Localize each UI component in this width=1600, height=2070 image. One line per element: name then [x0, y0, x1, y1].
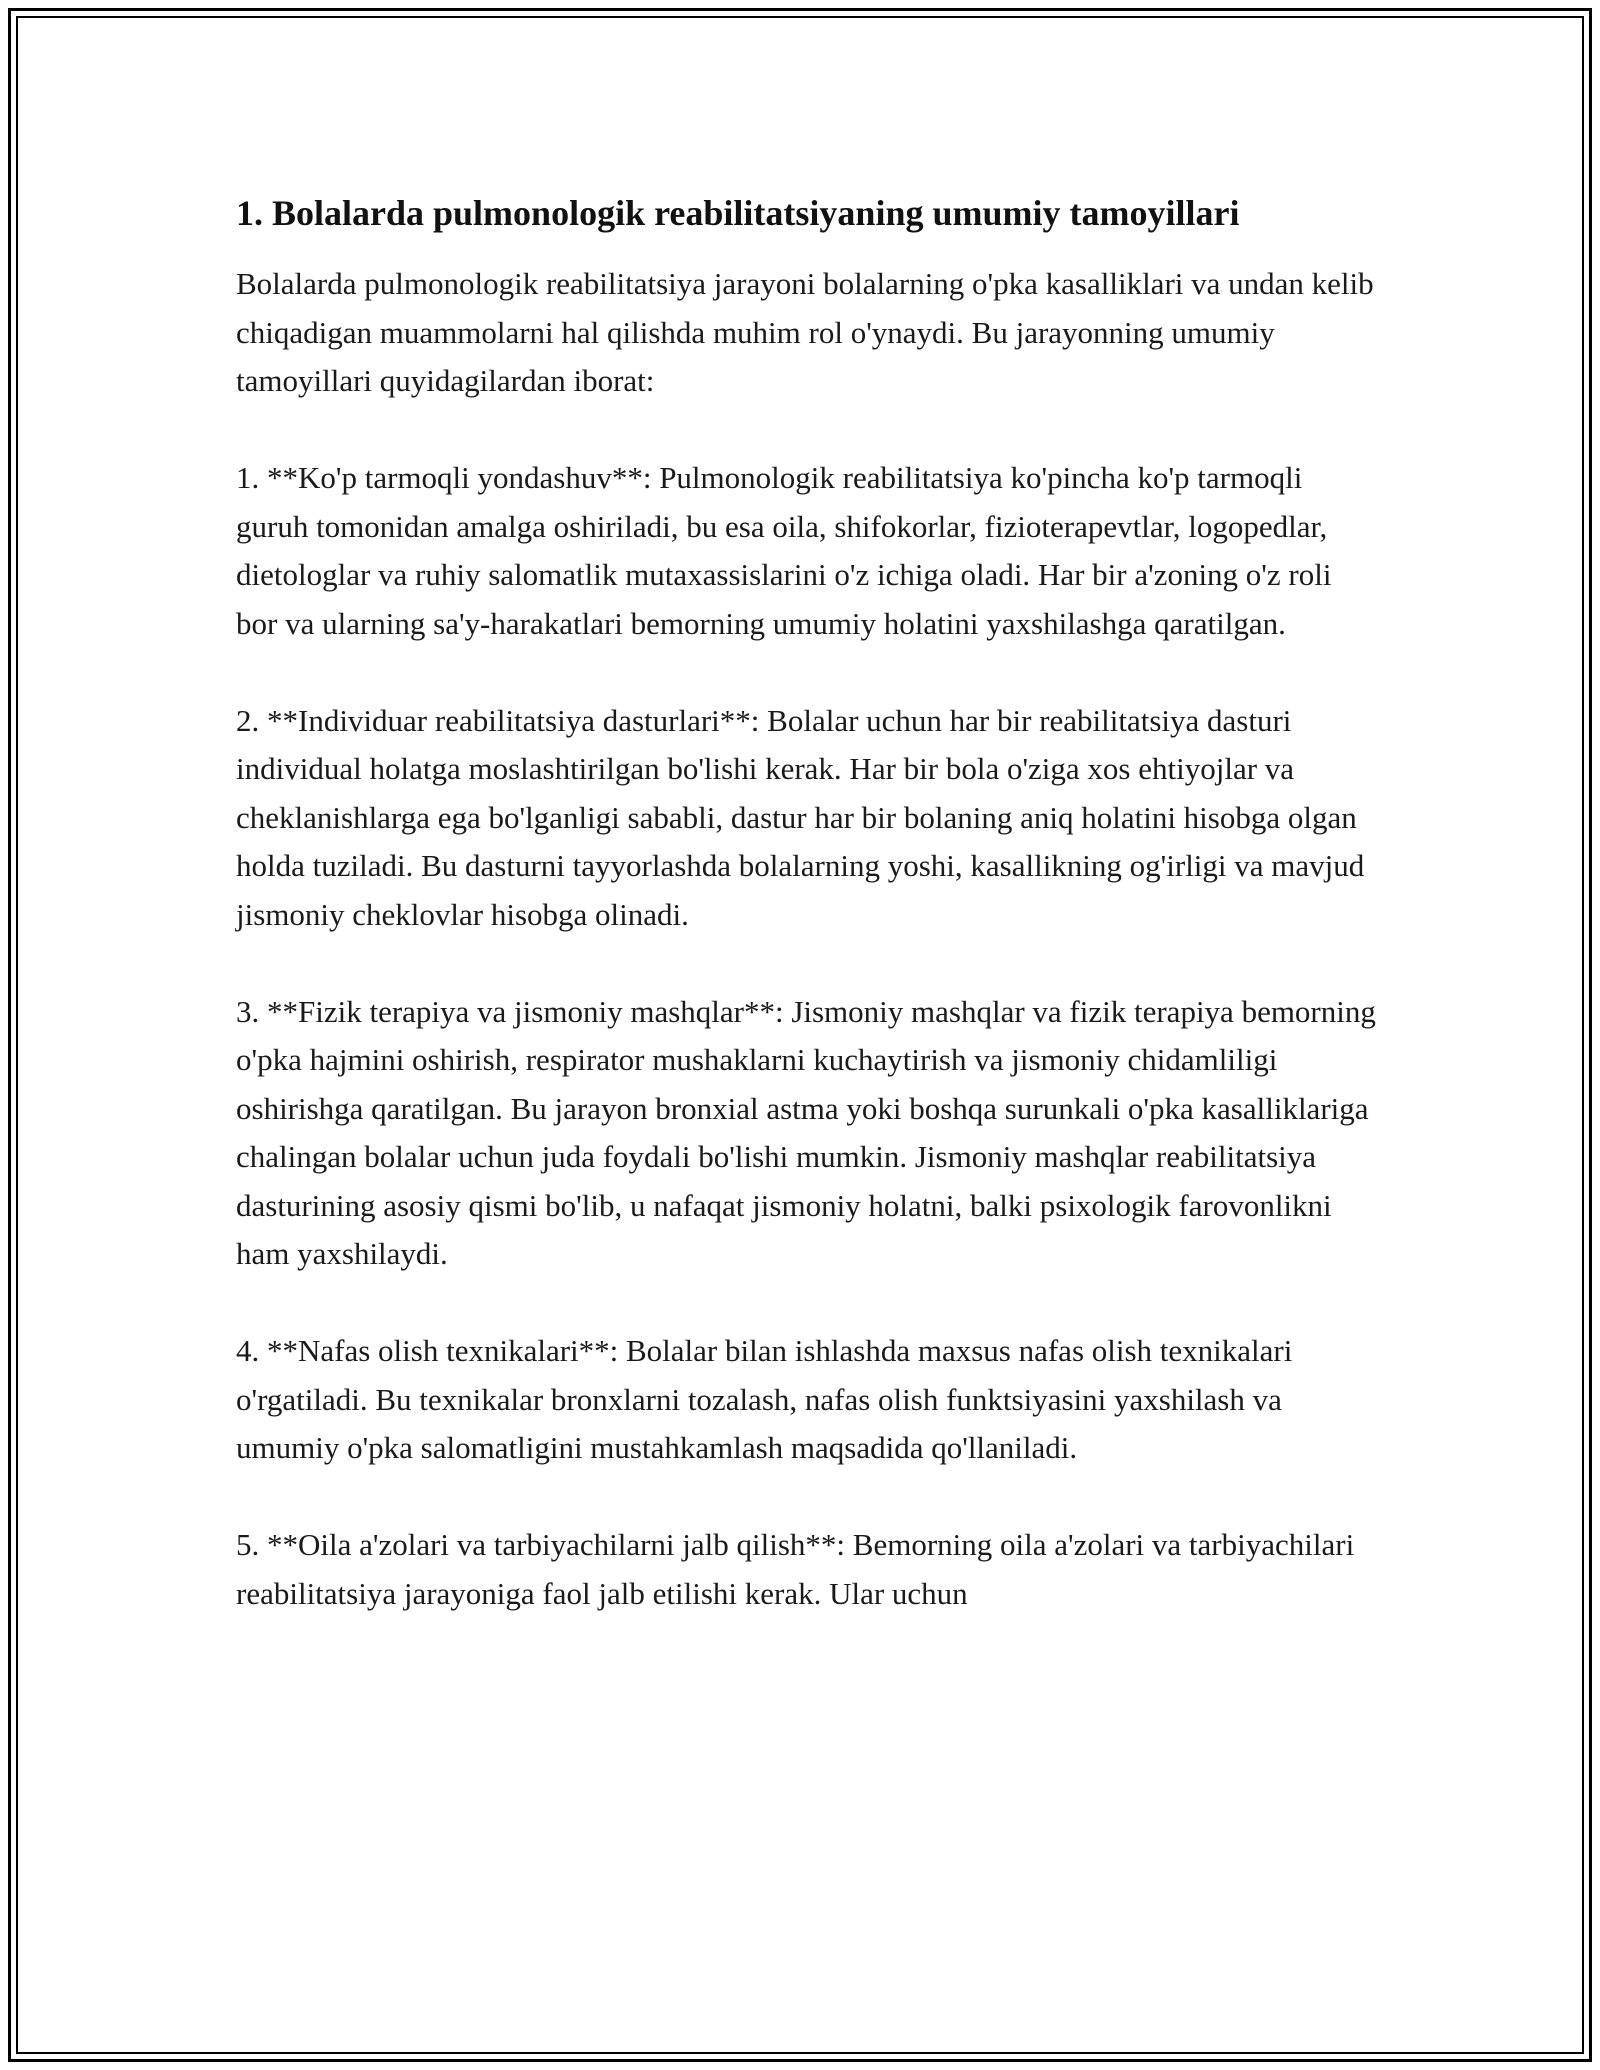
intro-paragraph: Bolalarda pulmonologik reabilitatsiya jarayoni bolalarning o'pka kasalliklari va undan kelib chiqadigan muammolarni hal qilishda muhim rol o'ynaydi. Bu jarayonning umumiy tamoyillari quyidagilardan iborat:: [236, 266, 1374, 398]
document-body: [236, 188, 1376, 1667]
principle-paragraph-2: 2. **Individuar reabilitatsiya dasturlari**: Bolalar uchun har bir reabilitatsiya dasturi individual holatga moslashtirilgan bo'lishi kerak. Har bir bola o'ziga xos ehtiyojlar va cheklanishlarga ega bo'lganligi sababli, dastur har bir bolaning aniq holatini hisobga olgan holda tuziladi. Bu dasturni tayyorlashda bolalarning yoshi, kasallikning og'irligi va mavjud jismoniy cheklovlar hisobga olinadi.: [236, 702, 1365, 932]
principle-paragraph-5: 5. **Oila a'zolari va tarbiyachilarni jalb qilish**: Bemorning oila a'zolari va tarbiyachilari reabilitatsiya jarayoniga faol jalb etilishi kerak. Ular uchun: [236, 1527, 1355, 1611]
section-heading: 1. Bolalarda pulmonologik reabilitatsiyaning umumiy tamoyillari: [236, 193, 1240, 233]
principle-paragraph-4: 4. **Nafas olish texnikalari**: Bolalar bilan ishlashda maxsus nafas olish texnikalari o'rgatiladi. Bu texnikalar bronxlarni tozalash, nafas olish funktsiyasini yaxshilash va umumiy o'pka salomatligini mustahkamlash maqsadida qo'llaniladi.: [236, 1333, 1293, 1465]
principle-paragraph-1: 1. **Ko'p tarmoqli yondashuv**: Pulmonologik reabilitatsiya ko'pincha ko'p tarmoqli guruh tomonidan amalga oshiriladi, bu esa oila, shifokorlar, fizioterapevtlar, logopedlar, dietologlar va ruhiy salomatlik mutaxassislarini o'z ichiga oladi. Har bir a'zoning o'z roli bor va ularning sa'y-harakatlari bemorning umumiy holatini yaxshilashga qaratilgan.: [236, 460, 1332, 641]
principle-paragraph-3: 3. **Fizik terapiya va jismoniy mashqlar**: Jismoniy mashqlar va fizik terapiya bemorning o'pka hajmini oshirish, respirator mushaklarni kuchaytirish va jismoniy chidamliligi oshirishga qaratilgan. Bu jarayon bronxial astma yoki boshqa surunkali o'pka kasalliklariga chalingan bolalar uchun juda foydali bo'lishi mumkin. Jismoniy mashqlar reabilitatsiya dasturining asosiy qismi bo'lib, u nafaqat jismoniy holatni, balki psixologik farovonlikni ham yaxshilaydi.: [236, 993, 1376, 1271]
